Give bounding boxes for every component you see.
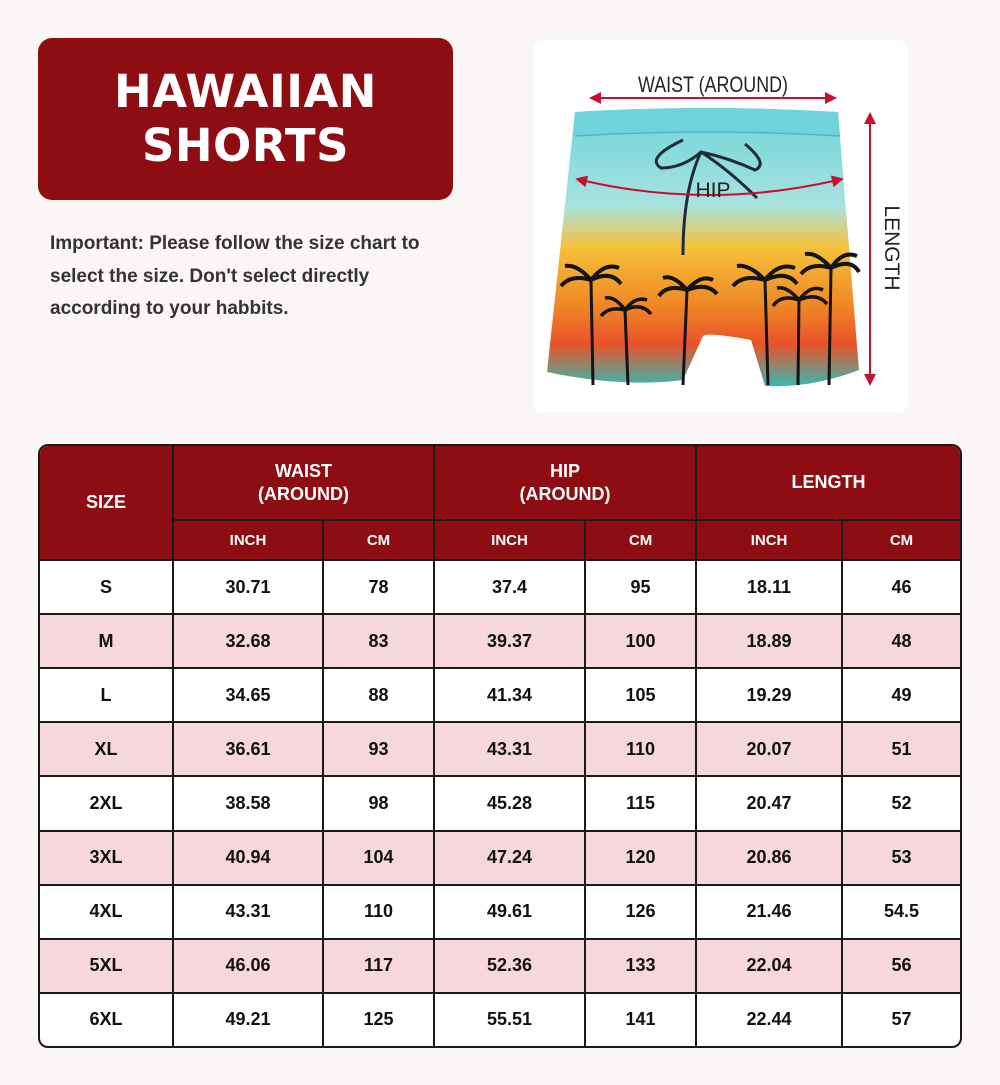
size-cell: 6XL	[40, 993, 173, 1046]
shorts-illustration	[533, 40, 908, 412]
waist-label: WAIST (AROUND)	[638, 72, 788, 97]
title-line-2: SHORTS	[141, 119, 350, 172]
hip-header-text: HIP (AROUND)	[519, 460, 611, 504]
table-row	[40, 993, 960, 1046]
size-cell: 4XL	[40, 885, 173, 939]
measurement-cell: 51	[842, 722, 960, 776]
measurement-cell: 36.61	[173, 722, 323, 776]
measurement-cell: 20.47	[696, 776, 842, 830]
measurement-cell: 46	[842, 560, 960, 614]
measurement-cell: 49.61	[434, 885, 585, 939]
measurement-cell: 43.31	[173, 885, 323, 939]
unit-header: INCH	[434, 520, 585, 560]
measurement-cell: 55.51	[434, 993, 585, 1046]
measurement-cell: 48	[842, 614, 960, 668]
measurement-cell: 21.46	[696, 885, 842, 939]
measurement-cell: 52	[842, 776, 960, 830]
measurement-cell: 117	[323, 939, 434, 993]
measurement-cell: 22.44	[696, 993, 842, 1046]
table-row	[40, 831, 960, 885]
table-row	[40, 614, 960, 668]
measurement-cell: 43.31	[434, 722, 585, 776]
measurement-cell: 110	[585, 722, 696, 776]
measurement-cell: 19.29	[696, 668, 842, 722]
measurement-cell: 38.58	[173, 776, 323, 830]
title-line-1: HAWAIIAN	[114, 65, 377, 118]
measurement-cell: 20.86	[696, 831, 842, 885]
measurement-cell: 98	[323, 776, 434, 830]
measurement-cell: 46.06	[173, 939, 323, 993]
measurement-cell: 56	[842, 939, 960, 993]
measurement-cell: 49	[842, 668, 960, 722]
measurement-cell: 41.34	[434, 668, 585, 722]
measurement-cell: 18.89	[696, 614, 842, 668]
table-row	[40, 560, 960, 614]
measurement-cell: 141	[585, 993, 696, 1046]
measurement-cell: 54.5	[842, 885, 960, 939]
table-row	[40, 776, 960, 830]
unit-header: CM	[585, 520, 696, 560]
measurement-cell: 47.24	[434, 831, 585, 885]
size-cell: XL	[40, 722, 173, 776]
length-header	[696, 446, 960, 520]
measurement-cell: 49.21	[173, 993, 323, 1046]
size-cell: S	[40, 560, 173, 614]
measurement-cell: 32.68	[173, 614, 323, 668]
unit-header: INCH	[173, 520, 323, 560]
size-cell: 2XL	[40, 776, 173, 830]
length-label: LENGTH	[880, 205, 903, 291]
unit-header: CM	[323, 520, 434, 560]
size-rows	[40, 560, 960, 1046]
measurement-cell: 88	[323, 668, 434, 722]
measurement-cell: 45.28	[434, 776, 585, 830]
size-table	[40, 446, 960, 1046]
measurement-cell: 18.11	[696, 560, 842, 614]
measurement-cell: 52.36	[434, 939, 585, 993]
measurement-cell: 37.4	[434, 560, 585, 614]
table-row	[40, 939, 960, 993]
measurement-cell: 22.04	[696, 939, 842, 993]
measurement-cell: 115	[585, 776, 696, 830]
table-row	[40, 722, 960, 776]
measurement-cell: 53	[842, 831, 960, 885]
size-cell: 3XL	[40, 831, 173, 885]
measurement-cell: 20.07	[696, 722, 842, 776]
waist-header-text: WAIST (AROUND)	[258, 460, 349, 504]
measurement-cell: 93	[323, 722, 434, 776]
shorts-shape	[547, 108, 859, 386]
measurement-cell: 83	[323, 614, 434, 668]
shorts-figure	[533, 40, 908, 412]
measurement-cell: 95	[585, 560, 696, 614]
size-cell: M	[40, 614, 173, 668]
measurement-cell: 30.71	[173, 560, 323, 614]
measurement-cell: 105	[585, 668, 696, 722]
table-row	[40, 885, 960, 939]
measurement-cell: 126	[585, 885, 696, 939]
measurement-cell: 34.65	[173, 668, 323, 722]
measurement-cell: 125	[323, 993, 434, 1046]
hip-label: HIP	[695, 179, 731, 202]
waist-header	[173, 446, 434, 520]
size-chart	[38, 444, 962, 1048]
measurement-cell: 100	[585, 614, 696, 668]
measurement-cell: 133	[585, 939, 696, 993]
measurement-cell: 78	[323, 560, 434, 614]
size-note: Important: Please follow the size chart to select the size. Don't select directly according to your habbits.	[50, 233, 420, 319]
measurement-cell: 110	[323, 885, 434, 939]
title-banner	[38, 38, 453, 200]
measurement-cell: 104	[323, 831, 434, 885]
unit-header: INCH	[696, 520, 842, 560]
length-header-text: LENGTH	[791, 472, 866, 492]
size-header: SIZE	[40, 446, 173, 560]
measurement-cell: 120	[585, 831, 696, 885]
size-cell: 5XL	[40, 939, 173, 993]
size-cell: L	[40, 668, 173, 722]
hip-header	[434, 446, 696, 520]
unit-header: CM	[842, 520, 960, 560]
measurement-cell: 57	[842, 993, 960, 1046]
measurement-cell: 39.37	[434, 614, 585, 668]
table-row	[40, 668, 960, 722]
measurement-cell: 40.94	[173, 831, 323, 885]
